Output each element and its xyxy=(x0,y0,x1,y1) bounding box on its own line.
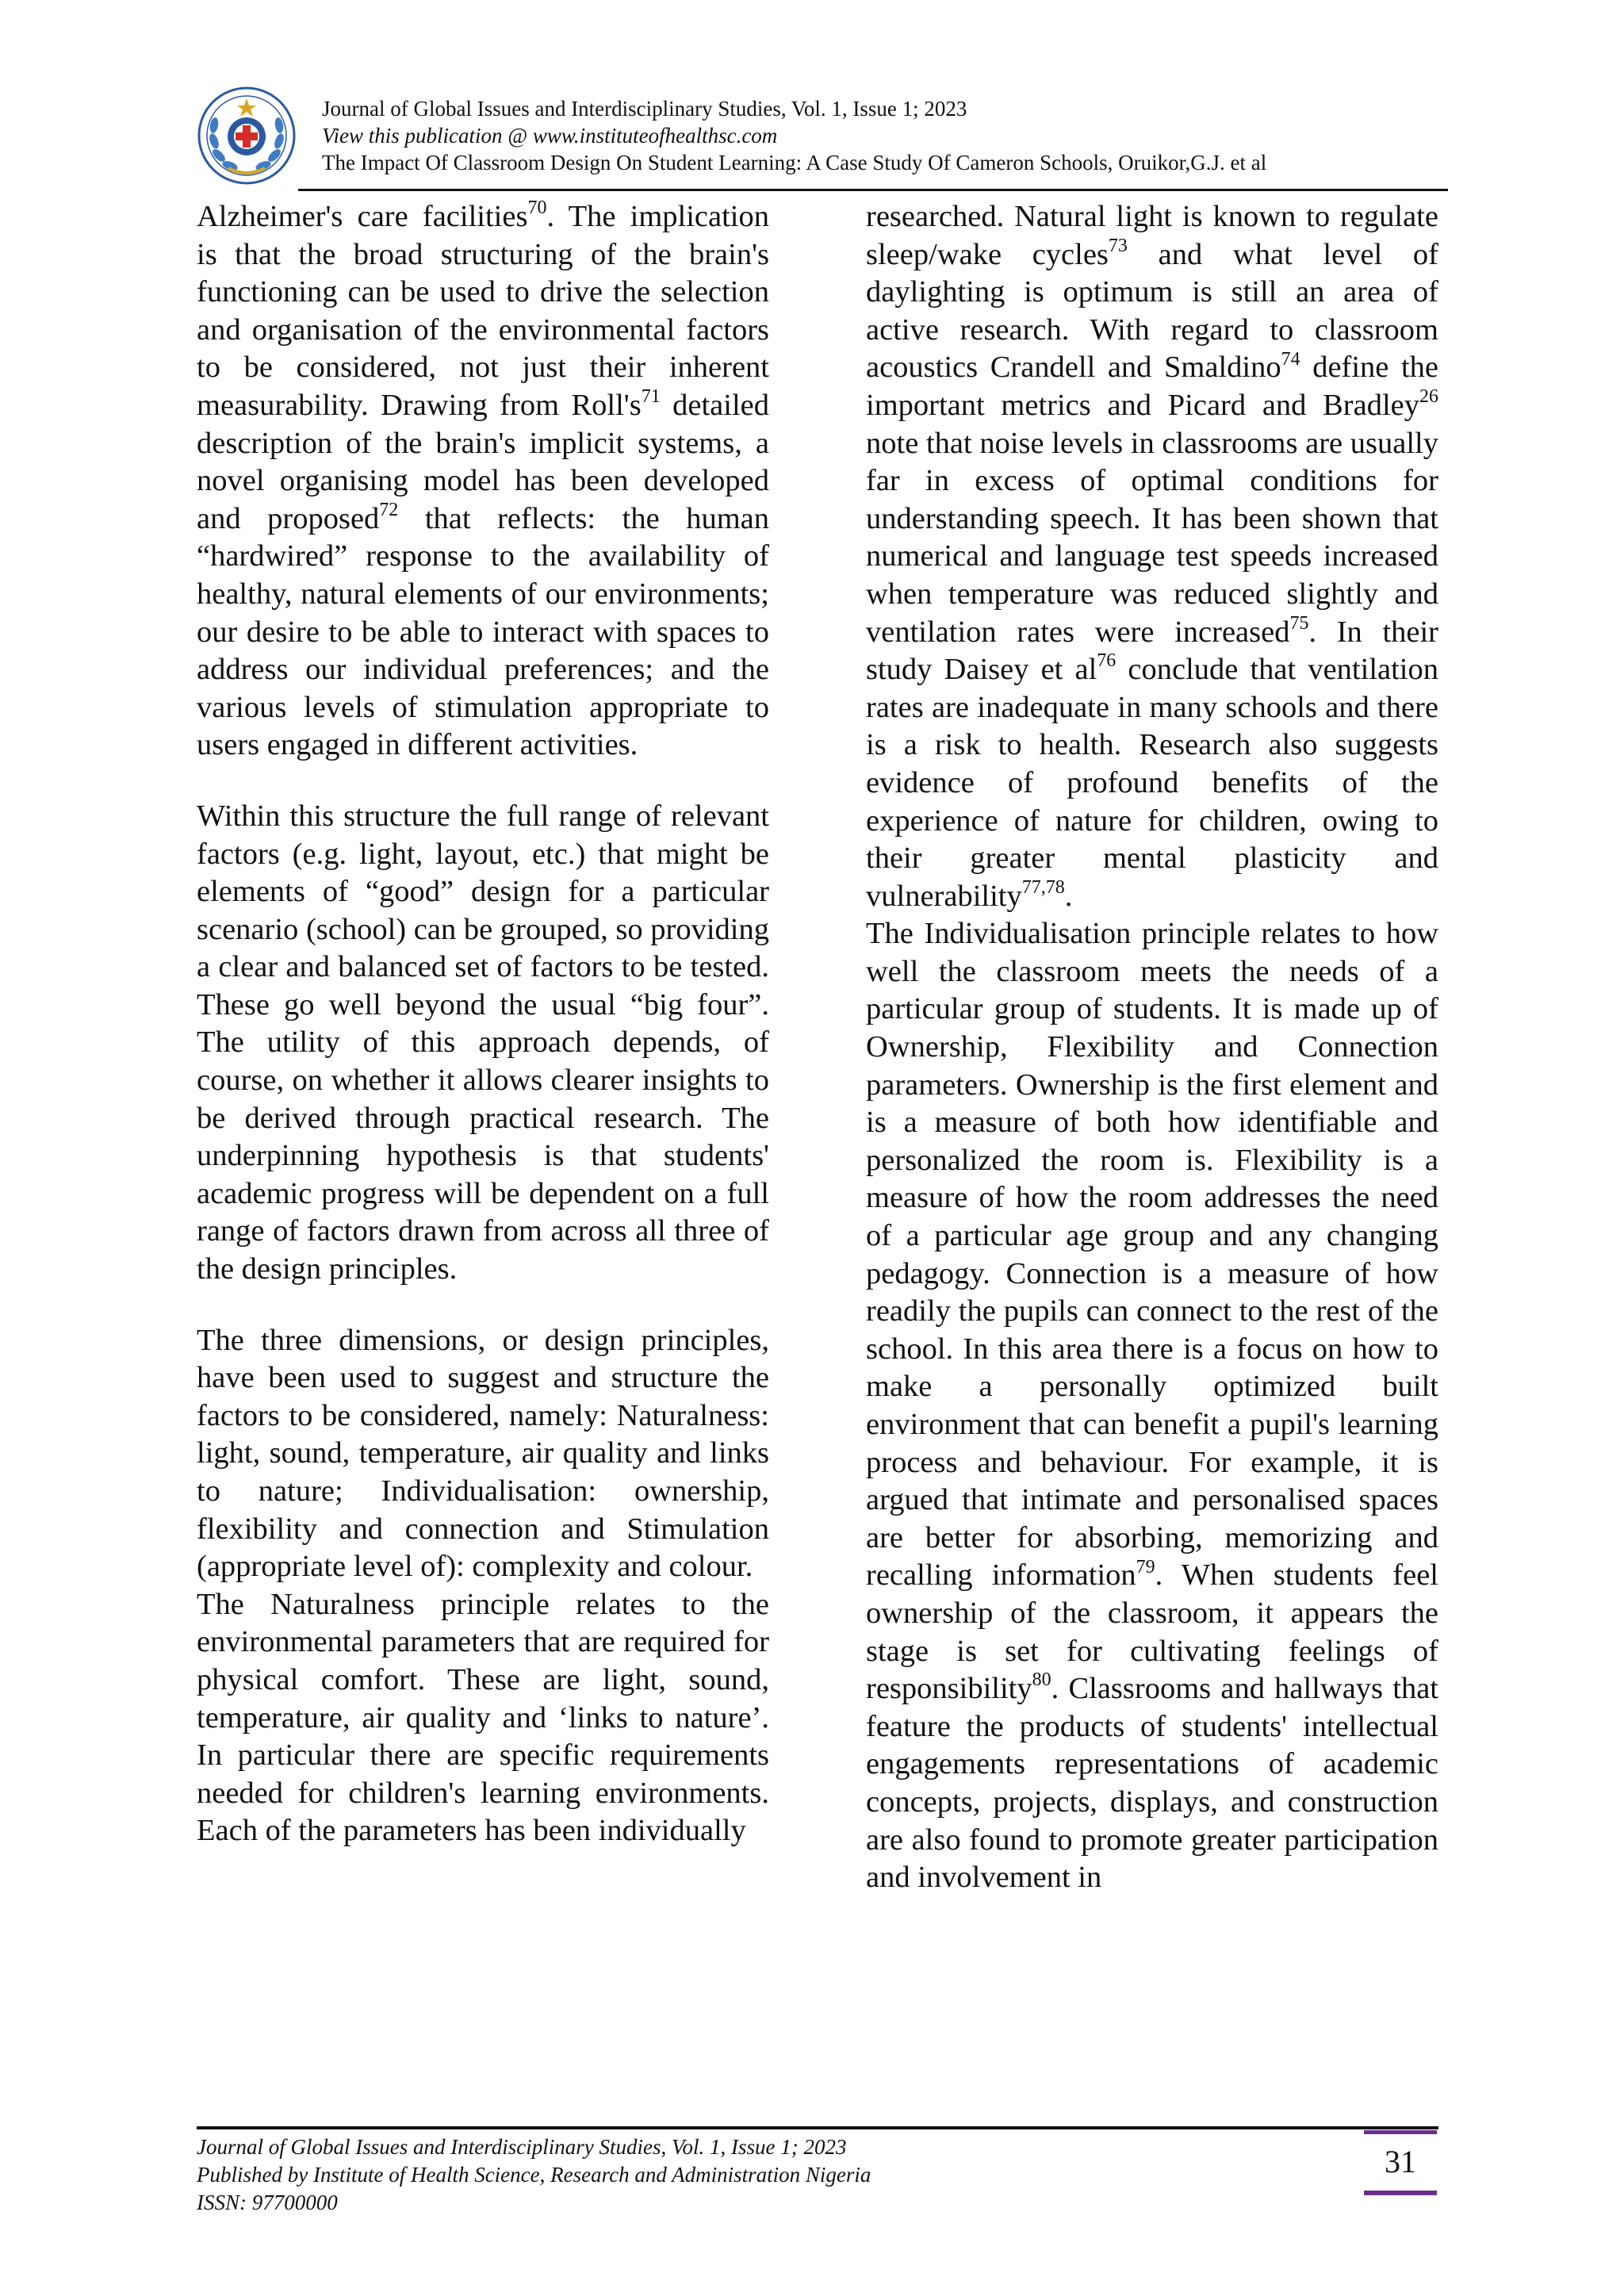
header-journal-line: Journal of Global Issues and Interdisciplinary Studies, Vol. 1, Issue 1; 2023 xyxy=(322,97,967,121)
footer-publisher-line: Published by Institute of Health Science, Research and Administration Nigeria xyxy=(197,2163,871,2187)
right-paragraph-1: researched. Natural light is known to regulate sleep/wake cycles$^{73}$ and what level of daylighting is optimum is still an area of active research. With regard to classroom acoustics Crandell and Smaldino$^{74}$ define the important metrics and Picard and Bradley$^{26}$ note that noise levels in classrooms are usually far in excess of optimal conditions for understanding speech. It has been shown that numerical and language test speeds increased when temperature was reduced slightly and ventilation rates were increased$^{75}$. In their study Daisey et $al^{76}$ conclude that ventilation rates are inadequate in many schools and there is a risk to health. Research also suggests evidence of profound benefits of the experience of nature for children, owing to their greater mental plasticity and vulnerability$^{77,78}$. xyxy=(866,200,1439,913)
citation-70: 70 xyxy=(527,197,547,219)
header-publication-link[interactable]: View this publication @ www.instituteofhealthsc.com xyxy=(322,124,778,148)
footer-divider xyxy=(197,2126,1438,2129)
running-footer xyxy=(197,2133,1307,2217)
page-number: 31 xyxy=(1385,2144,1416,2179)
page-number-box xyxy=(1364,2130,1437,2195)
citation-73: 73 xyxy=(1108,235,1128,256)
header-article-line: The Impact Of Classroom Design On Student Learning: A Case Study Of Cameron Schools, Oruikor,G.J. et al xyxy=(322,151,1267,174)
running-header xyxy=(322,95,1432,176)
left-paragraph-4: The Naturalness principle relates to the environmental parameters that are required for physical comfort. These are light, sound, temperature, air quality and ‘links to nature’. In particular there are specific requirements needed for children's learning environments. Each of the parameters has been individually xyxy=(197,1587,769,1848)
citation-71: 71 xyxy=(641,386,661,408)
left-paragraph-1: Alzheimer's care facilities$^{70}$. The implication is that the broad structuring of the brain's functioning can be used to drive the selection and organisation of the environmental factors to be considered, not just their inherent measurability. Drawing from $Roll's^{71}$ detailed description of the brain's implicit systems, a novel organising model has been developed and proposed$^{72}$ that reflects: the human “hardwired” response to the availability of healthy, natural elements of our environments; our desire to be able to interact with spaces to address our individual preferences; and the various levels of stimulation appropriate to users engaged in different activities. xyxy=(197,197,770,762)
citation-26: 26 xyxy=(1419,386,1438,408)
citation-77-78: 77,78 xyxy=(1021,876,1065,898)
header-divider xyxy=(298,189,1448,191)
footer-issn-line: ISSN: 97700000 xyxy=(197,2191,338,2214)
citation-74: 74 xyxy=(1281,348,1300,370)
page-number-bottom-bar xyxy=(1364,2191,1437,2195)
citation-75: 75 xyxy=(1289,612,1309,634)
right-paragraph-2: The Individualisation principle relates to how well the classroom meets the needs of a particular group of students. It is made up of Ownership, Flexibility and Connection parameters. Ownership is the first element and is a measure of both how identifiable and personalized the room is. Flexibility is a measure of how the room addresses the need of a particular age group and any changing pedagogy. Connection is a measure of how readily the pupils can connect to the rest of the school. In this area there is a focus on how to make a personally optimized built environment that can benefit a pupil's learning process and behaviour. For example, it is argued that intimate and personalised spaces are better for absorbing, memorizing and recalling information$^{79}$. When students feel ownership of the classroom, it appears the stage is set for cultivating feelings of responsibility$^{80}$. Classrooms and hallways that feature the products of students' intellectual engagements representations of academic concepts, projects, displays, and construction are also found to promote greater participation and involvement in xyxy=(866,917,1438,1895)
left-column xyxy=(197,198,769,1850)
institute-logo-icon xyxy=(197,86,297,186)
footer-journal-line: Journal of Global Issues and Interdisciplinary Studies, Vol. 1, Issue 1; 2023 xyxy=(197,2135,847,2159)
right-column xyxy=(866,198,1438,1897)
citation-72: 72 xyxy=(379,499,399,520)
citation-80: 80 xyxy=(1032,1669,1051,1691)
citation-79: 79 xyxy=(1136,1556,1155,1577)
left-paragraph-2: Within this structure the full range of relevant factors (e.g. light, layout, etc.) that might be elements of “good” design for a particular scenario (school) can be grouped, so providing a clear and balanced set of factors to be tested. These go well beyond the usual “big four”. The utility of this approach depends, of course, on whether it allows clearer insights to be derived through practical research. The underpinning hypothesis is that students' academic progress will be dependent on a full range of factors drawn from across all three of the design principles. xyxy=(197,799,769,1286)
left-paragraph-3: The three dimensions, or design principles, have been used to suggest and structure the factors to be considered, namely: Naturalness: light, sound, temperature, air quality and links to nature; Individualisation: ownership, flexibility and connection and Stimulation (appropriate level of): complexity and colour. xyxy=(197,1323,769,1584)
page-number-top-bar xyxy=(1364,2130,1437,2134)
citation-76: 76 xyxy=(1097,650,1116,672)
